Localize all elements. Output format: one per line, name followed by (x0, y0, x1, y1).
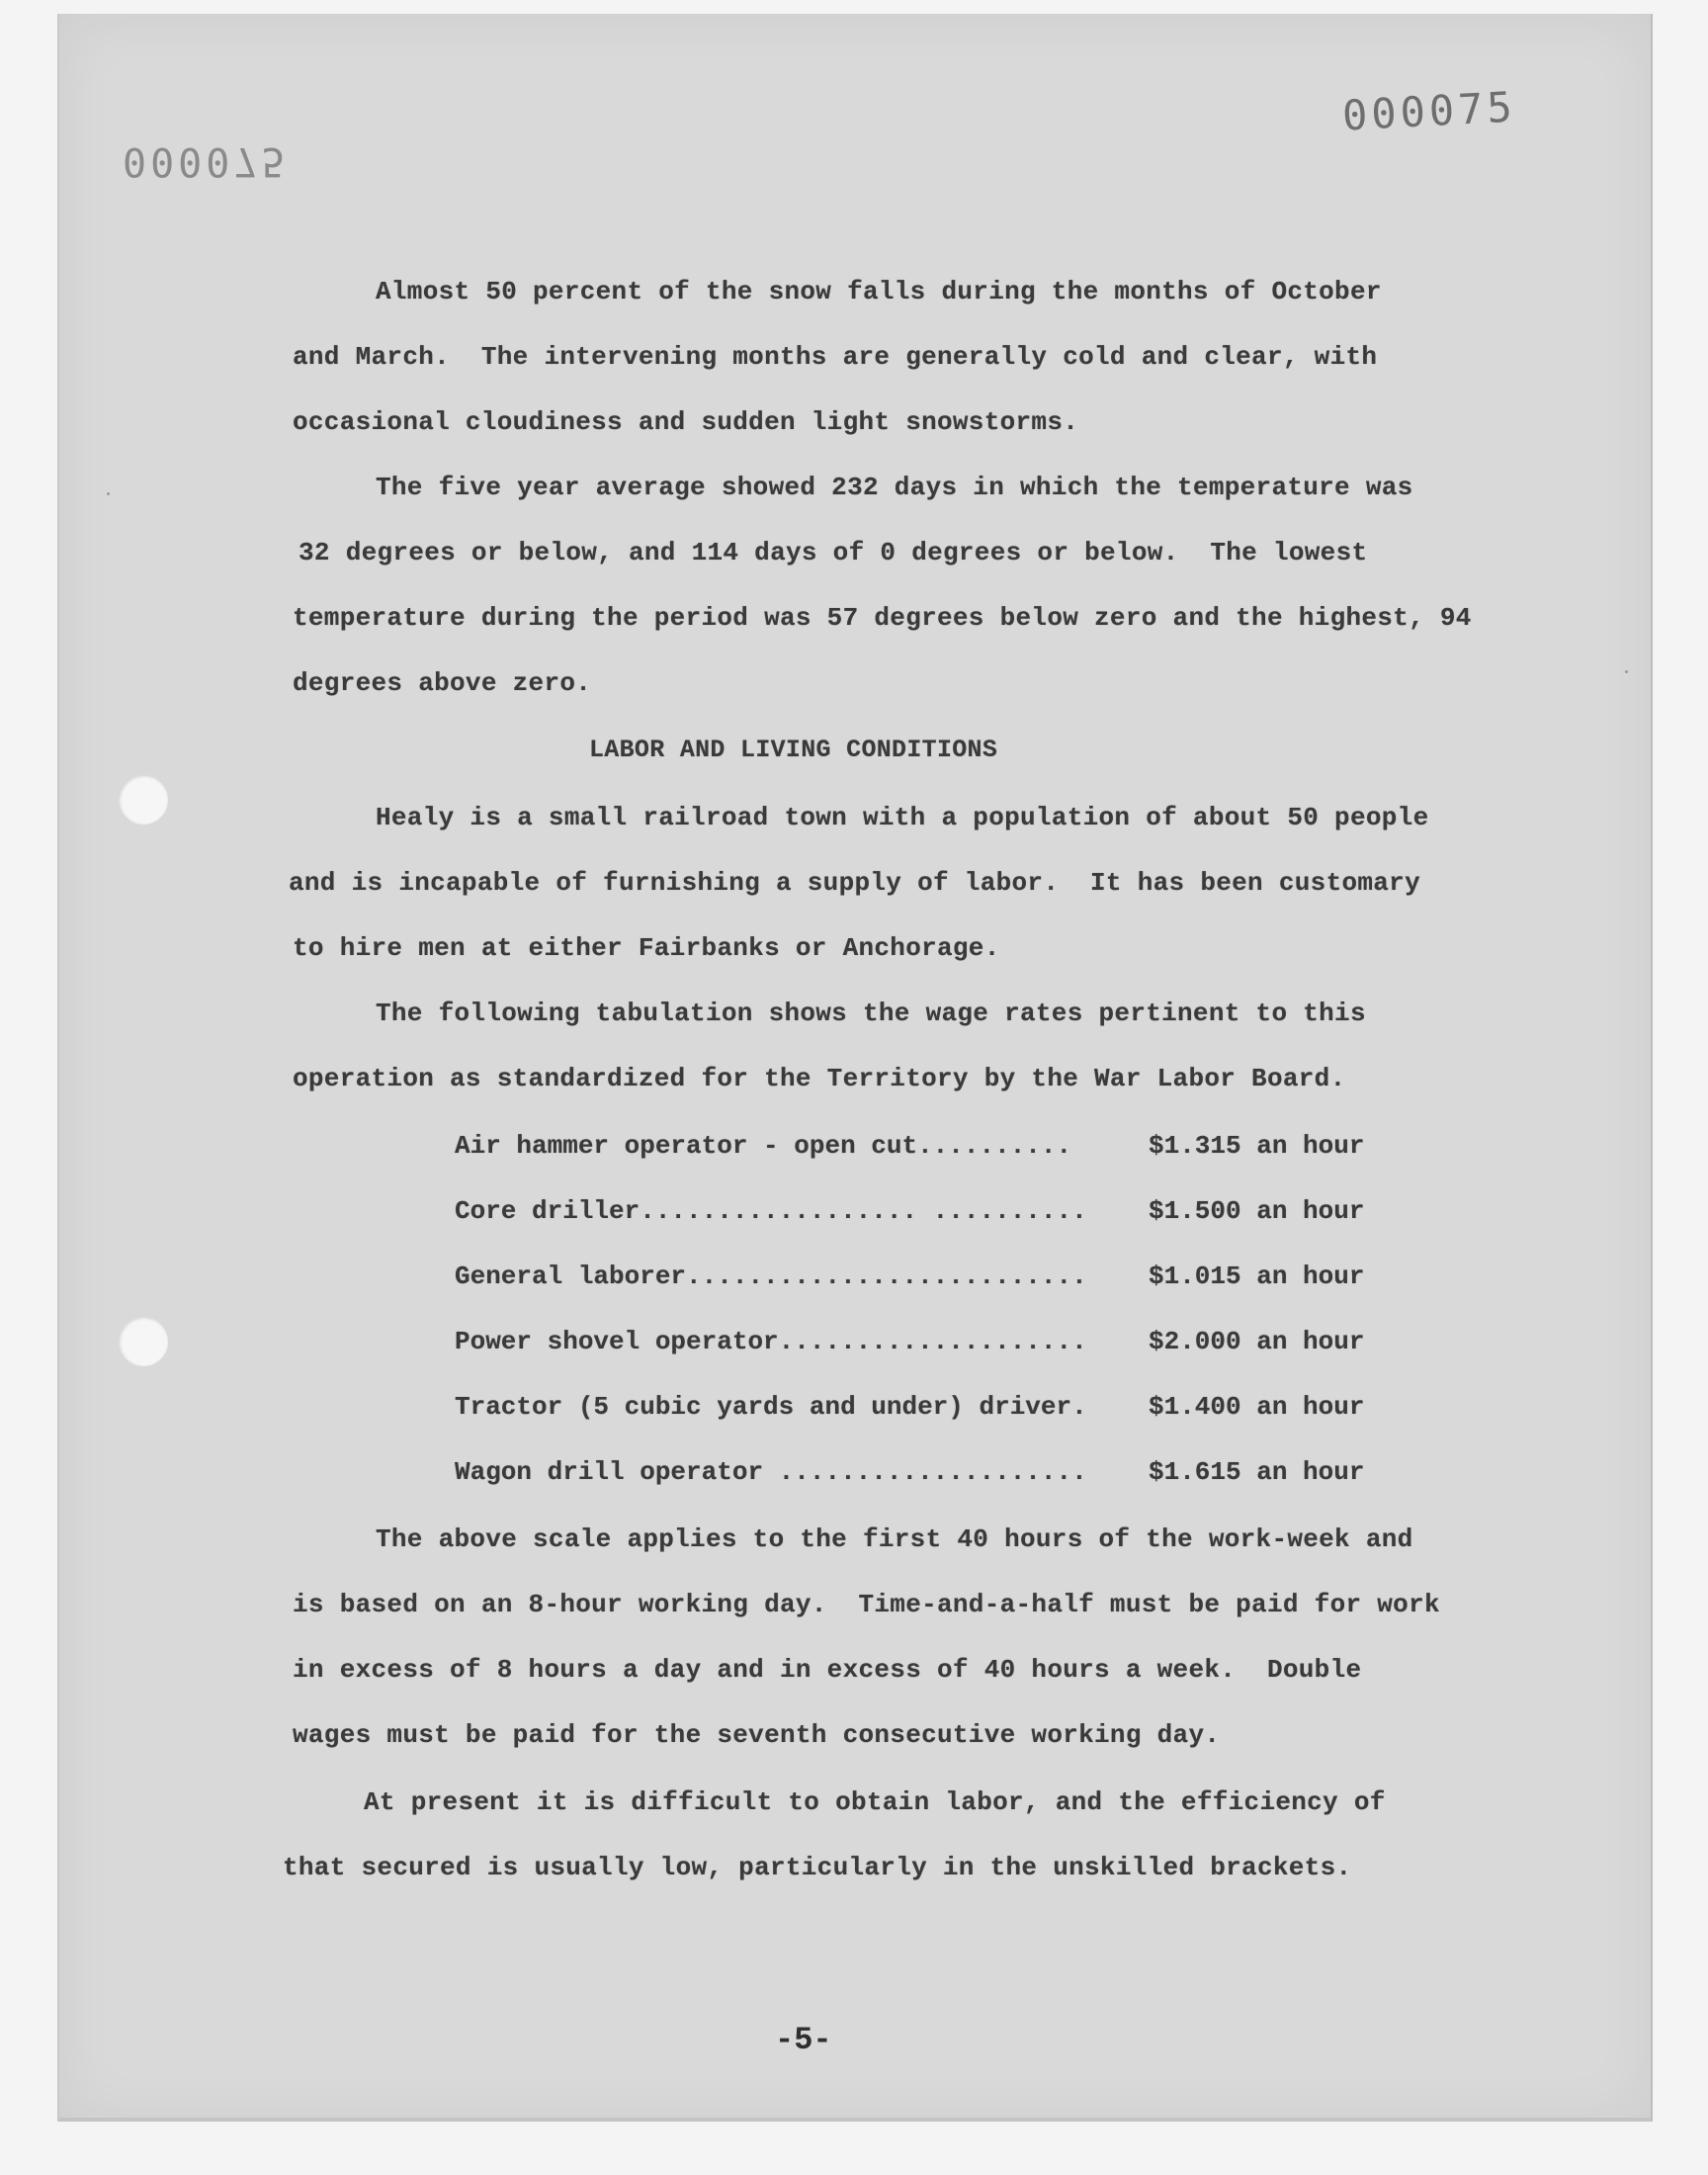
wage-rate: $1.615 an hour (1149, 1457, 1365, 1487)
body-line: wages must be paid for the seventh consecutive working day. (293, 1720, 1221, 1750)
body-line: temperature during the period was 57 degrees below zero and the highest, 94 (293, 603, 1472, 633)
body-line: and is incapable of furnishing a supply of labor. It has been customary (289, 868, 1420, 898)
body-line: that secured is usually low, particularly in the unskilled brackets. (283, 1853, 1352, 1882)
body-line: is based on an 8-hour working day. Time-and-a-half must be paid for work (293, 1590, 1440, 1619)
body-line: Healy is a small railroad town with a population of about 50 people (376, 803, 1429, 832)
wage-rate: $1.315 an hour (1149, 1131, 1365, 1161)
page-number: -5- (775, 2022, 832, 2058)
section-heading: LABOR AND LIVING CONDITIONS (589, 736, 998, 764)
body-line: operation as standardized for the Territory by the War Labor Board. (293, 1064, 1346, 1093)
wage-label: Tractor (5 cubic yards and under) driver. (455, 1392, 1087, 1422)
wage-rate: $2.000 an hour (1149, 1327, 1365, 1356)
wage-label: Air hammer operator - open cut.......... (455, 1131, 1072, 1161)
punch-hole-top (119, 775, 168, 825)
wage-rate: $1.500 an hour (1149, 1196, 1365, 1226)
wage-label: Power shovel operator.................... (455, 1327, 1087, 1356)
body-line: degrees above zero. (293, 668, 592, 698)
scan-speck (107, 492, 110, 495)
body-line: and March. The intervening months are generally cold and clear, with (293, 342, 1378, 372)
wage-label: Core driller.................. .......... (455, 1196, 1087, 1226)
body-line: to hire men at either Fairbanks or Anchorage. (293, 933, 1000, 963)
body-line: The following tabulation shows the wage rates pertinent to this (376, 999, 1366, 1028)
body-line: occasional cloudiness and sudden light snowstorms. (293, 407, 1079, 437)
wage-label: Wagon drill operator .................... (455, 1457, 1087, 1487)
body-line: in excess of 8 hours a day and in excess of 40 hours a week. Double (293, 1655, 1362, 1685)
archive-stamp: 000075 (1340, 82, 1517, 140)
body-line: 32 degrees or below, and 114 days of 0 degrees or below. The lowest (299, 538, 1368, 567)
wage-rate: $1.400 an hour (1149, 1392, 1365, 1422)
wage-rate: $1.015 an hour (1149, 1262, 1365, 1291)
scan-speck (1625, 670, 1628, 673)
body-line: At present it is difficult to obtain labor, and the efficiency of (364, 1787, 1386, 1817)
body-line: Almost 50 percent of the snow falls during the months of October (376, 277, 1382, 306)
wage-label: General laborer.......................... (455, 1262, 1087, 1291)
body-line: The above scale applies to the first 40 hours of the work-week and (376, 1524, 1413, 1554)
punch-hole-bottom (119, 1317, 168, 1366)
body-line: The five year average showed 232 days in which the temperature was (376, 473, 1413, 502)
archive-stamp-mirrored: 000075 (123, 138, 290, 184)
